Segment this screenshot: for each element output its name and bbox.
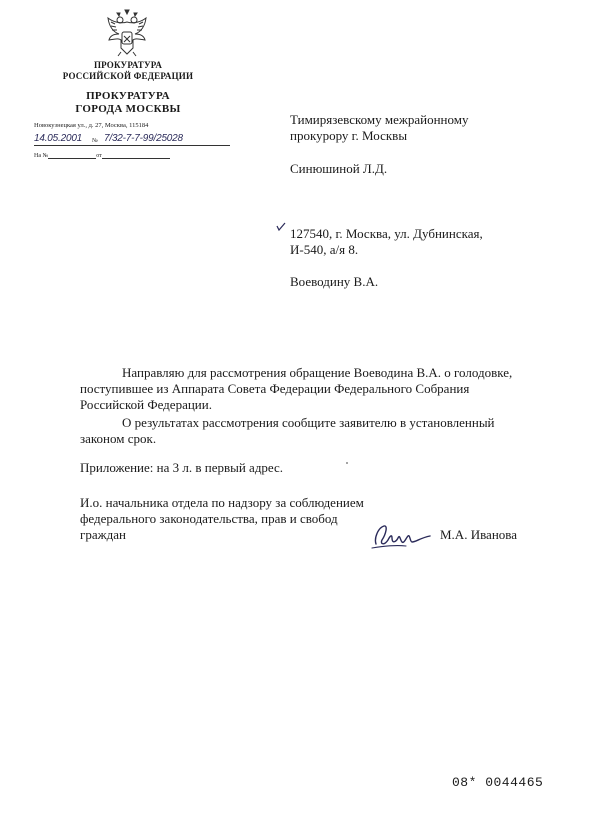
- applicant-address-line-2: И-540, а/я 8.: [290, 242, 359, 257]
- reference-date-blank: [102, 152, 170, 159]
- registration-date: 14.05.2001: [34, 133, 83, 144]
- paragraph-2-line-2: законом срок.: [80, 431, 157, 446]
- checkmark-icon: [276, 222, 286, 232]
- org-line-1: ПРОКУРАТУРА: [93, 60, 163, 70]
- registration-line: [34, 133, 230, 147]
- org-address: Новокузнецкая ул., д. 27, Москва, 115184: [34, 122, 149, 129]
- recipient-name: Синюшиной Л.Д.: [290, 161, 388, 176]
- paragraph-1: [80, 365, 550, 413]
- reference-line: [34, 152, 170, 159]
- org-line-2: РОССИЙСКОЙ ФЕДЕРАЦИИ: [62, 71, 194, 81]
- paragraph-1-line-3: Российской Федерации.: [80, 397, 212, 412]
- double-headed-eagle-emblem-icon: [105, 8, 149, 58]
- reference-number-blank: [48, 152, 96, 159]
- dept-name-block: [52, 90, 204, 116]
- org-name-block: [52, 60, 204, 82]
- applicant-address-line-1: 127540, г. Москва, ул. Дубнинская,: [290, 226, 483, 241]
- registration-number: 7/32-7-7-99/25028: [104, 133, 183, 144]
- form-serial-number: 08* 0044465: [452, 775, 544, 790]
- recipient-title: [290, 112, 468, 144]
- paragraph-2: [80, 415, 550, 447]
- applicant-address: [290, 226, 483, 258]
- registration-underline: [34, 145, 230, 146]
- dept-line-1: ПРОКУРАТУРА: [86, 90, 170, 102]
- signatory-title: [80, 495, 364, 543]
- paragraph-2-line-1: О результатах рассмотрения сообщите заявителю в установленный: [122, 415, 495, 430]
- paragraph-1-line-1: Направляю для рассмотрения обращение Воеводина В.А. о голодовке,: [122, 365, 513, 380]
- applicant-name: Воеводину В.А.: [290, 274, 379, 289]
- handwritten-signature: [370, 518, 434, 552]
- registration-number-sign: №: [92, 138, 98, 144]
- signer-name: М.А. Иванова: [440, 527, 518, 542]
- signatory-title-line-1: И.о. начальника отдела по надзору за соблюдением: [80, 495, 364, 510]
- appendix-note: Приложение: на 3 л. в первый адрес.: [80, 460, 284, 475]
- signatory-title-line-3: граждан: [80, 527, 126, 542]
- reference-number-label: На №: [34, 153, 49, 159]
- scan-speck: [346, 462, 348, 464]
- recipient-line-2: прокурору г. Москвы: [290, 128, 408, 143]
- reference-date-label: от: [96, 153, 102, 159]
- recipient-line-1: Тимирязевскому межрайонному: [290, 112, 469, 127]
- paragraph-1-line-2: поступившее из Аппарата Совета Федерации Федерального Собрания: [80, 381, 470, 396]
- dept-line-2: ГОРОДА МОСКВЫ: [75, 103, 181, 115]
- signatory-title-line-2: федерального законодательства, прав и свобод: [80, 511, 338, 526]
